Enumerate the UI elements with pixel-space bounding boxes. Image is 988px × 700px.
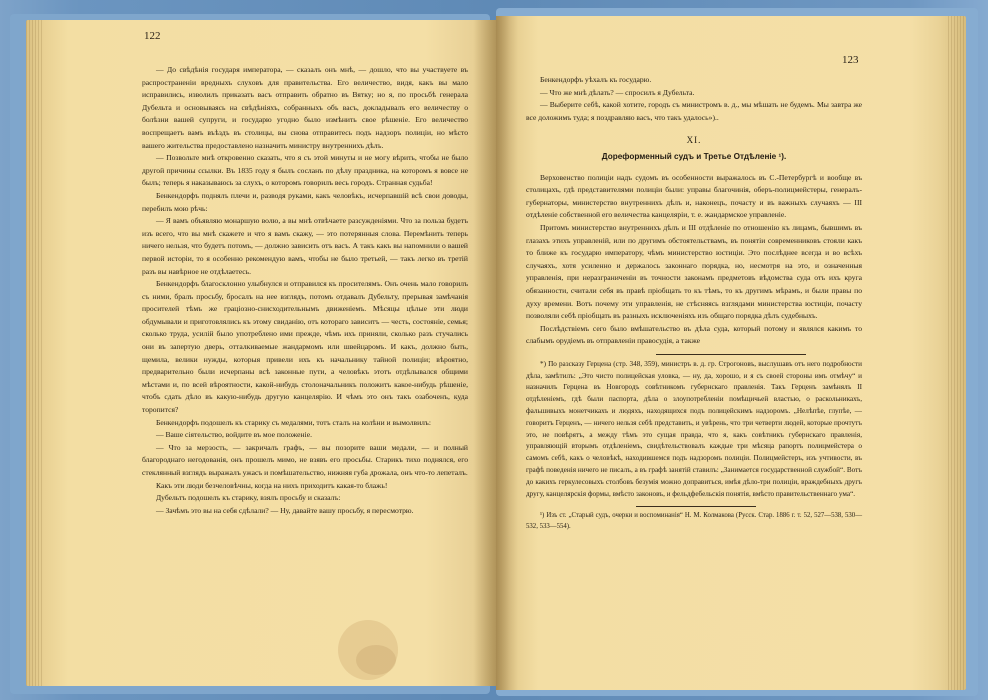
paragraph: Послѣдствіемъ сего было вмѣшательство въ дѣла суда, который потому и являлся какимъ то слабымъ орудіемъ въ отправленіи правосудія, а также — [526, 323, 862, 346]
right-page-body — [526, 74, 862, 532]
gutter-shadow — [496, 16, 518, 690]
paragraph: Какъ эти люди безчеловѣчны, когда на нихъ приходитъ какая-то блажь! — [156, 480, 388, 490]
paragraph: Верховенство полиціи надъ судомъ въ особенности выражалось въ С.-Петербургѣ и вообще въ столицахъ, гдѣ представителями полиціи были: управы благочинія, оберъ-полицмейстеры, генералъ-губернаторы, министерство внутреннихъ дѣлъ и, наконецъ, почасту и въ важныхъ случаяхъ — III отдѣленіе собственной его величества канцеляріи, т. е. жандармское управленіе. — [526, 172, 862, 220]
page-number: 122 — [144, 30, 161, 42]
paper-stain — [356, 645, 396, 675]
footnote: ¹) Изъ ст. „Старый судъ, очерки и воспоминанія“ Н. М. Колмакова (Русск. Стар. 1886 г. т. 52, 527—538, 530—532, 533—554). — [526, 512, 862, 530]
section-title: Дореформенный судъ и Третье Отдѣленіе ¹). — [601, 151, 787, 161]
left-page — [26, 20, 496, 686]
right-page — [496, 16, 966, 690]
page-number: 123 — [842, 54, 859, 66]
text-line: Бенкендорфъ уѣхалъ къ государю. — [540, 75, 652, 84]
footnote: *) По разсказу Герцена (стр. 348, 359), министръ в. д. гр. Строгоновъ, выслушавъ отъ него подробности дѣла, замѣтилъ: „Это чисто полицейская уловка, — ну, да, хорошо, и я съ своей стороны имъ отмѣчу“ и назначилъ Герцена въ Новгородъ совѣтникомъ губернскаго правленія. Такъ Герценъ замѣнялъ II отдѣленіемъ, гдѣ были паспорта, дѣла о злоупотребленіи помѣщичьей властью, о раскольникахъ, фальшивыхъ монетчикахъ и людяхъ, находящихся подъ полицейскимъ надзоромъ. „Нелѣпѣе, глупѣе, — говоритъ Герценъ, — ничего нельзя себѣ представить, и увѣрень, что три четверти людей, которые прочтутъ это, не повѣрятъ, а между тѣмъ это сущая правда, что я, какъ совѣтникъ губернскаго правленія, управляющій вторымъ отдѣленіемъ, свидѣтельствовалъ каждые три мѣсяца рапортъ полицмейстера о самомъ себѣ, какъ о человѣкѣ, находившемся подъ надзоромъ полиціи. Полицмейстеръ, изъ учтивости, въ графѣ поведенія ничего не писалъ, а въ графѣ занятій ставилъ: „Занимается государственной службой“. Вотъ до какихъ геркулесовыхъ столбовъ безумія можно доправиться, имѣя дѣло-три полиціи, враждебныхъ другъ другу, канцелярскія формы, вмѣсто законовъ, и фельдфебельскія понятія, вмѣсто правительственнаго ума“. — [526, 359, 862, 498]
footnote-divider — [656, 354, 806, 355]
paragraph: Притомъ министерство внутреннихъ дѣлъ и III отдѣленіе по отношенію къ лицамъ, бывшимъ въ глазахъ этихъ управленій, или по другимъ обстоятельствамъ, въ понятіи современниковъ стояли какъ то ближе къ государю императору, чѣмъ министерство юстиціи. Это послѣднее всегда и во всѣхъ случаяхъ, хотя усиленно и держалось законнаго порядка, но, несмотря на это, и означенныя управленія, при неразграниченіи въ точности законамъ предметовъ вѣдомства суда отъ ихъ круга обязанности, считали себя въ правѣ пріобщать то къ тѣмъ, то къ другимъ мѣрамъ, и были правы по духу времени. Вотъ почему эти управленія, не стѣсняясь взглядами министерства юстиціи, почасту позволяли себѣ пріобщать въ разныхъ исключеніяхъ изъ общаго порядка дѣлъ судебныхъ. — [526, 222, 862, 321]
page-edge-lines — [26, 20, 44, 686]
gutter-shadow — [474, 20, 496, 686]
paragraph: — Позвольте мнѣ откровенно сказать, что я съ этой минуты и не могу вѣрить, чтобы не было другой причины ссылки. Въ 1835 году я былъ сосланъ по дѣлу праздника, на которомъ я вовсе не былъ; теперь я наказываюсь за слухъ, о которомъ говорилъ весь городъ. Странная судьба! — [142, 153, 468, 188]
text-line: — Что же мнѣ дѣлать? — спросилъ я Дубельта. — [540, 87, 695, 97]
left-page-body — [142, 64, 468, 517]
paragraph: — Я вамъ объявляю монаршую волю, а вы мнѣ отвѣчаете разсужденіями. Что за польза будетъ изъ всего, что вы мнѣ скажете и что я вамъ скажу, — это потерянныя слова. Перемѣнить теперь ничего нельзя, что будетъ потомъ, — должно зависить отъ васъ. А такъ какъ вы напомнили о вашей первой исторіи, то я особенно рекомендую вамъ, чтобы не было третьей, — такъ легко въ третій разъ вы навѣрное не отдѣлаетесь. — [142, 216, 468, 276]
page-edge-lines — [948, 16, 966, 690]
paragraph: Бенкендорфъ подошелъ къ старику съ медалями, тотъ сталъ на колѣни и вымолвилъ: — [156, 417, 431, 427]
paragraph: Бенкендорфъ поднялъ плечи и, разводя руками, какъ человѣкъ, исчерпавшій всѣ свои доводы, перебилъ мою рѣчь: — [142, 190, 468, 213]
paragraph: Бенкендорфъ благосклонно улыбнулся и отправился къ просителямъ. Онъ очень мало говорилъ съ ними, бралъ просьбу, бросалъ на нее взглядъ, потомъ отдавалъ Дубельту, прерывая замѣчанія просителей тѣмъ же граціозно-снисходительнымъ движеніемъ. Мѣсяцы цѣлые эти люди обдумывали и приготовлялись къ этому свиданію, отъ котораго зависитъ — честь, состояніе, семья; сколько труда, усилій было употреблено ими прежде, чѣмъ ихъ приняли, сколько разъ стучались они въ запертую дверь, отталкиваемые жандармомъ или швейцаромъ. И какъ, должно быть, щемила, велики нужды, которыя привели ихъ къ начальнику тайной полиціи; вѣроятно, предварительно были исчерпаны всѣ законные пути, а человѣкъ этотъ отдѣлывался общими мѣстами и, по всей вѣроятности, какой-нибудь столоначальникъ положитъ какое-нибудь рѣшеніе, чтобъ сдать дѣло въ какую-нибудь другую канцелярію. И чѣмъ это онъ такъ озабоченъ, куда торопится? — [142, 279, 468, 415]
paragraph: — Что за мерзость, — закричалъ графъ, — вы позорите ваши медали, — и полный благороднаго негодованія, онъ прошелъ мимо, не взявъ его просьбы. Старикъ тихо поднялся, его стеклянный взглядъ выражалъ ужасъ и помѣшательство, нижняя губа дрожала, онъ что-то лепеталъ. — [142, 442, 468, 477]
paragraph: — До свѣдѣнія государя императора, — сказалъ онъ мнѣ, — дошло, что вы участвуете въ распространеніи вредныхъ слуховъ для правительства. Его величество, видя, какъ вы мало исправились, изволилъ приказать васъ отправить обратно въ Вятку; но я, по просьбѣ генерала Дубельта и основываясь на свѣдѣніяхъ, собранныхъ объ васъ, докладывалъ его величеству о болѣзни вашей супруги, и государю угодно было измѣнить свое рѣшеніе. Его величество воспрещаетъ вамъ въѣздъ въ столицы, вы снова отправитесь подъ надзоръ полиціи, но мѣсто вашего жительства предоставлено назначить министру внутреннихъ дѣлъ. — [142, 65, 468, 150]
text-line: — Выберите себѣ, какой хотите, городъ съ министромъ в. д., мы мѣшать не будемъ. Мы завтра же все доложимъ туда; я поздравляю васъ, что такъ удалось»).. — [526, 100, 862, 122]
paragraph: — Зачѣмъ это вы на себя сдѣлали? — Ну, давайте вашу просьбу, я пересмотрю. — [156, 505, 414, 515]
section-number: XI. — [686, 135, 702, 146]
paragraph: Дубельтъ подошелъ къ старику, взялъ просьбу и сказалъ: — [156, 493, 341, 503]
footnote-divider — [636, 506, 756, 507]
paragraph: — Ваше сіятельство, войдите въ мое положеніе. — [156, 430, 312, 440]
